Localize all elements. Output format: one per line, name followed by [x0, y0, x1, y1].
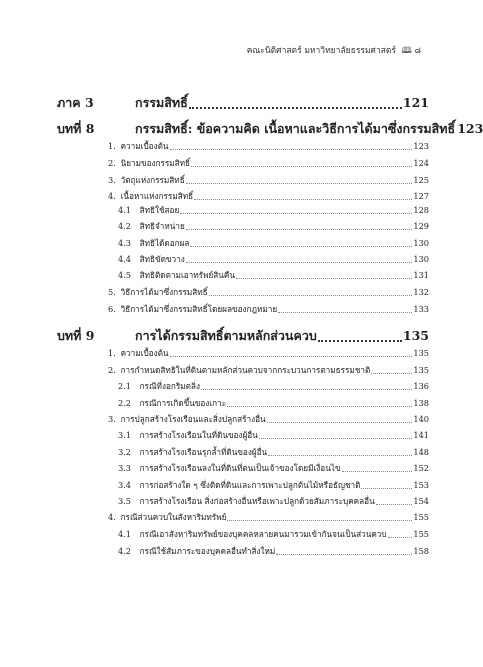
toc-entry-page: 155 — [413, 529, 429, 539]
dot-leader — [371, 368, 412, 374]
toc-entry-label — [118, 528, 387, 541]
toc-entry-sub — [118, 495, 429, 508]
toc-entry-sub — [118, 237, 429, 250]
running-header — [247, 43, 421, 59]
toc-entry-number: ภาค 3 — [57, 95, 94, 110]
dot-leader — [186, 257, 413, 263]
toc-entry-sec — [108, 364, 429, 377]
toc-entry-number: 2.1 — [118, 381, 132, 391]
toc-entry-page: 154 — [413, 496, 429, 506]
toc-entry-label — [118, 380, 200, 393]
toc-entry-label — [118, 479, 360, 492]
toc-entry-page: 121 — [402, 95, 429, 110]
dot-leader — [376, 499, 413, 505]
dot-leader — [227, 515, 412, 521]
toc-entry-page: 136 — [413, 381, 429, 391]
toc-entry-title: สิทธิติดตามเอาทรัพย์สินคืน — [137, 270, 235, 280]
toc-entry-number: 6. — [108, 304, 116, 314]
toc-entry-title: วิธีการได้มาซึ่งกรรมสิทธิ์ — [118, 287, 208, 297]
dot-leader — [170, 351, 413, 357]
toc-entry-page: 152 — [413, 463, 429, 473]
toc-entry-number: 4.4 — [118, 254, 132, 264]
dot-leader — [267, 417, 413, 423]
toc-entry-page: 155 — [413, 512, 429, 522]
toc-entry-label — [108, 286, 208, 299]
toc-entry-title: สิทธิใช้สอย — [137, 205, 180, 215]
toc-entry-sec — [108, 174, 429, 187]
toc-entry-page: 130 — [413, 238, 429, 248]
toc-entry-page: 135 — [402, 328, 429, 343]
toc-entry-sub — [118, 528, 429, 541]
toc-entry-number: 4.2 — [118, 546, 132, 556]
toc-entry-number: 4.1 — [118, 205, 132, 215]
toc-entry-number: 3.1 — [118, 430, 132, 440]
toc-entry-title: กรรมสิทธิ์ — [135, 95, 188, 110]
toc-entry-sec — [108, 511, 429, 524]
toc-entry-title: การสร้างโรงเรือนในที่ดินของผู้อื่น — [137, 430, 258, 440]
toc-entry-title: ความเบื้องต้น — [118, 141, 169, 151]
toc-entry-page: 127 — [413, 191, 429, 201]
toc-entry-page: 130 — [413, 254, 429, 264]
toc-entry-page: 132 — [413, 287, 429, 297]
toc-entry-label — [118, 429, 258, 442]
toc-entry-number: 3. — [108, 175, 116, 185]
toc-entry-label — [108, 140, 169, 153]
dot-leader — [194, 194, 412, 200]
toc-entry-title: เนื้อหาแห่งกรรมสิทธิ์ — [118, 191, 194, 201]
dot-leader — [180, 208, 412, 214]
dot-leader — [190, 241, 412, 247]
toc-entry-number: 2.2 — [118, 398, 132, 408]
toc-entry-number: 4.2 — [118, 221, 132, 231]
toc-entry-number: 4. — [108, 512, 116, 522]
dot-leader — [268, 450, 412, 456]
toc-entry-page: 125 — [413, 175, 429, 185]
toc-entry-label — [118, 446, 267, 459]
toc-entry-sec — [108, 140, 429, 153]
toc-entry-title: นิยามของกรรมสิทธิ์ — [118, 158, 191, 168]
toc-entry-sec — [108, 347, 429, 360]
dot-leader — [189, 100, 402, 110]
toc-entry-page: 124 — [413, 158, 429, 168]
toc-entry-sub — [118, 462, 429, 475]
toc-entry-page: 153 — [413, 480, 429, 490]
toc-entry-label — [118, 397, 226, 410]
book-icon: 🕮 — [401, 46, 412, 56]
toc-entry-sub — [118, 545, 429, 558]
toc-entry-page: 123 — [457, 121, 483, 136]
toc-entry-label — [108, 347, 169, 360]
toc-entry-title: วัตถุแห่งกรรมสิทธิ์ — [118, 175, 185, 185]
toc-entry-sub — [118, 380, 429, 393]
toc-entry-sec — [108, 157, 429, 170]
toc-entry-sub — [118, 269, 429, 282]
toc-entry-number: 3.4 — [118, 480, 132, 490]
toc-entry-title: กรณีใช้สัมภาระของบุคคลอื่นทำสิ่งใหม่ — [137, 546, 276, 556]
toc-entry-label — [108, 174, 185, 187]
dot-leader — [236, 273, 412, 279]
toc-entry-sub — [118, 397, 429, 410]
toc-entry-page: 129 — [413, 221, 429, 231]
toc-entry-title: การสร้างโรงเรือนลงในที่ดินที่ตนเป็นเจ้าของโดยมีเงื่อนไข — [137, 463, 341, 473]
toc-entry-title: การก่อสร้างใด ๆ ซึ่งติดที่ดินและการเพาะปลูกต้นไม้หรือธัญชาติ — [137, 480, 361, 490]
toc-entry-label — [57, 119, 455, 139]
toc-entry-label — [118, 220, 185, 233]
toc-entry-title: การกำหนดสิทธิในที่ดินตามหลักส่วนควบจากกระบวนการตามธรรมชาติ — [118, 365, 371, 375]
toc-entry-page: 148 — [413, 447, 429, 457]
dot-leader — [191, 161, 412, 167]
toc-entry-number: 4.1 — [118, 529, 132, 539]
header-page-mark: ๘ — [414, 46, 421, 56]
dot-leader — [318, 333, 402, 343]
toc-entry-label — [108, 303, 277, 316]
dot-leader — [361, 483, 412, 489]
toc-entry-label — [118, 253, 185, 266]
toc-entry-page: 138 — [413, 398, 429, 408]
toc-entry-title: ความเบื้องต้น — [118, 348, 169, 358]
toc-entry-label — [108, 364, 370, 377]
toc-entry-label — [118, 462, 341, 475]
toc-entry-label — [57, 93, 188, 113]
toc-entry-title: การสร้างโรงเรือนรุกล้ำที่ดินของผู้อื่น — [137, 447, 268, 457]
toc-entry-title: การได้กรรมสิทธิ์ตามหลักส่วนควบ — [135, 328, 317, 343]
toc-entry-label — [57, 326, 317, 346]
toc-entry-label — [108, 511, 226, 524]
toc-entry-page: 131 — [413, 270, 429, 280]
toc-entry-page: 128 — [413, 205, 429, 215]
toc-entry-title: กรณีส่วนควบในสังหาริมทรัพย์ — [118, 512, 227, 522]
toc-entry-title: การสร้างโรงเรือน สิ่งก่อสร้างอื่นหรือเพาะปลูกด้วยสัมภาระบุคคลอื่น — [137, 496, 375, 506]
toc-entry-number: 3. — [108, 414, 116, 424]
toc-entry-number: 1. — [108, 348, 116, 358]
toc-entry-page: 140 — [413, 414, 429, 424]
toc-entry-sub — [118, 446, 429, 459]
toc-entry-number: 2. — [108, 365, 116, 375]
toc-entry-label — [118, 495, 375, 508]
toc-entry-chapter — [57, 119, 483, 139]
dot-leader — [342, 466, 413, 472]
toc-entry-number: 3.5 — [118, 496, 132, 506]
toc-entry-sec — [108, 286, 429, 299]
toc-entry-title: วิธีการได้มาซึ่งกรรมสิทธิ์โดยผลของกฎหมาย — [118, 304, 278, 314]
toc-entry-page: 133 — [413, 304, 429, 314]
toc-entry-sub — [118, 429, 429, 442]
toc-entry-title: กรณีเอาสังหาริมทรัพย์ของบุคคลหลายคนมารวมเข้ากันจนเป็นส่วนควบ — [137, 529, 387, 539]
toc-entry-number: 4. — [108, 191, 116, 201]
dot-leader — [227, 401, 412, 407]
dot-leader — [388, 532, 413, 538]
toc-entry-title: การปลูกสร้างโรงเรือนและสิ่งปลูกสร้างอื่น — [118, 414, 266, 424]
toc-entry-label — [108, 413, 266, 426]
toc-entry-sub — [118, 253, 429, 266]
toc-entry-title: กรรมสิทธิ์: ข้อความคิด เนื้อหาและวิธีการได้มาซึ่งกรรมสิทธิ์ — [135, 121, 456, 136]
toc-entry-title: สิทธิขัดขวาง — [137, 254, 185, 264]
toc-entry-page: 123 — [413, 141, 429, 151]
toc-entry-number: บทที่ 9 — [57, 328, 95, 343]
dot-leader — [201, 384, 412, 390]
toc-entry-number: 3.2 — [118, 447, 132, 457]
dot-leader — [278, 307, 412, 313]
toc-entry-label — [108, 157, 190, 170]
toc-entry-page: 135 — [413, 365, 429, 375]
header-text: คณะนิติศาสตร์ มหาวิทยาลัยธรรมศาสตร์ — [246, 46, 396, 56]
toc-entry-number: 3.3 — [118, 463, 132, 473]
toc-entry-label — [118, 269, 235, 282]
toc-entry-page: 135 — [413, 348, 429, 358]
toc-entry-number: 4.5 — [118, 270, 132, 280]
toc-entry-label — [108, 190, 193, 203]
toc-entry-label — [118, 204, 179, 217]
toc-entry-number: บทที่ 8 — [57, 121, 95, 136]
toc-entry-label — [118, 545, 275, 558]
toc-entry-page: 141 — [413, 430, 429, 440]
toc-entry-sub — [118, 479, 429, 492]
dot-leader — [276, 549, 412, 555]
toc-entry-sub — [118, 220, 429, 233]
toc-entry-number: 4.3 — [118, 238, 132, 248]
toc-entry-title: กรณีที่งอกริมตลิ่ง — [137, 381, 200, 391]
toc-entry-part — [57, 93, 429, 113]
toc-entry-title: สิทธิได้ดอกผล — [137, 238, 190, 248]
toc-entry-chapter — [57, 326, 429, 346]
toc-entry-label — [118, 237, 189, 250]
toc-entry-sec — [108, 190, 429, 203]
dot-leader — [186, 178, 413, 184]
toc-entry-title: กรณีการเกิดขึ้นของเกาะ — [137, 398, 227, 408]
toc-entry-sec — [108, 413, 429, 426]
toc-entry-page: 158 — [413, 546, 429, 556]
dot-leader — [209, 290, 413, 296]
dot-leader — [186, 224, 413, 230]
toc-entry-number: 2. — [108, 158, 116, 168]
toc-entry-sub — [118, 204, 429, 217]
toc-entry-number: 5. — [108, 287, 116, 297]
dot-leader — [170, 144, 413, 150]
toc-entry-title: สิทธิจำหน่าย — [137, 221, 185, 231]
toc-entry-number: 1. — [108, 141, 116, 151]
dot-leader — [259, 433, 413, 439]
toc-entry-sec — [108, 303, 429, 316]
